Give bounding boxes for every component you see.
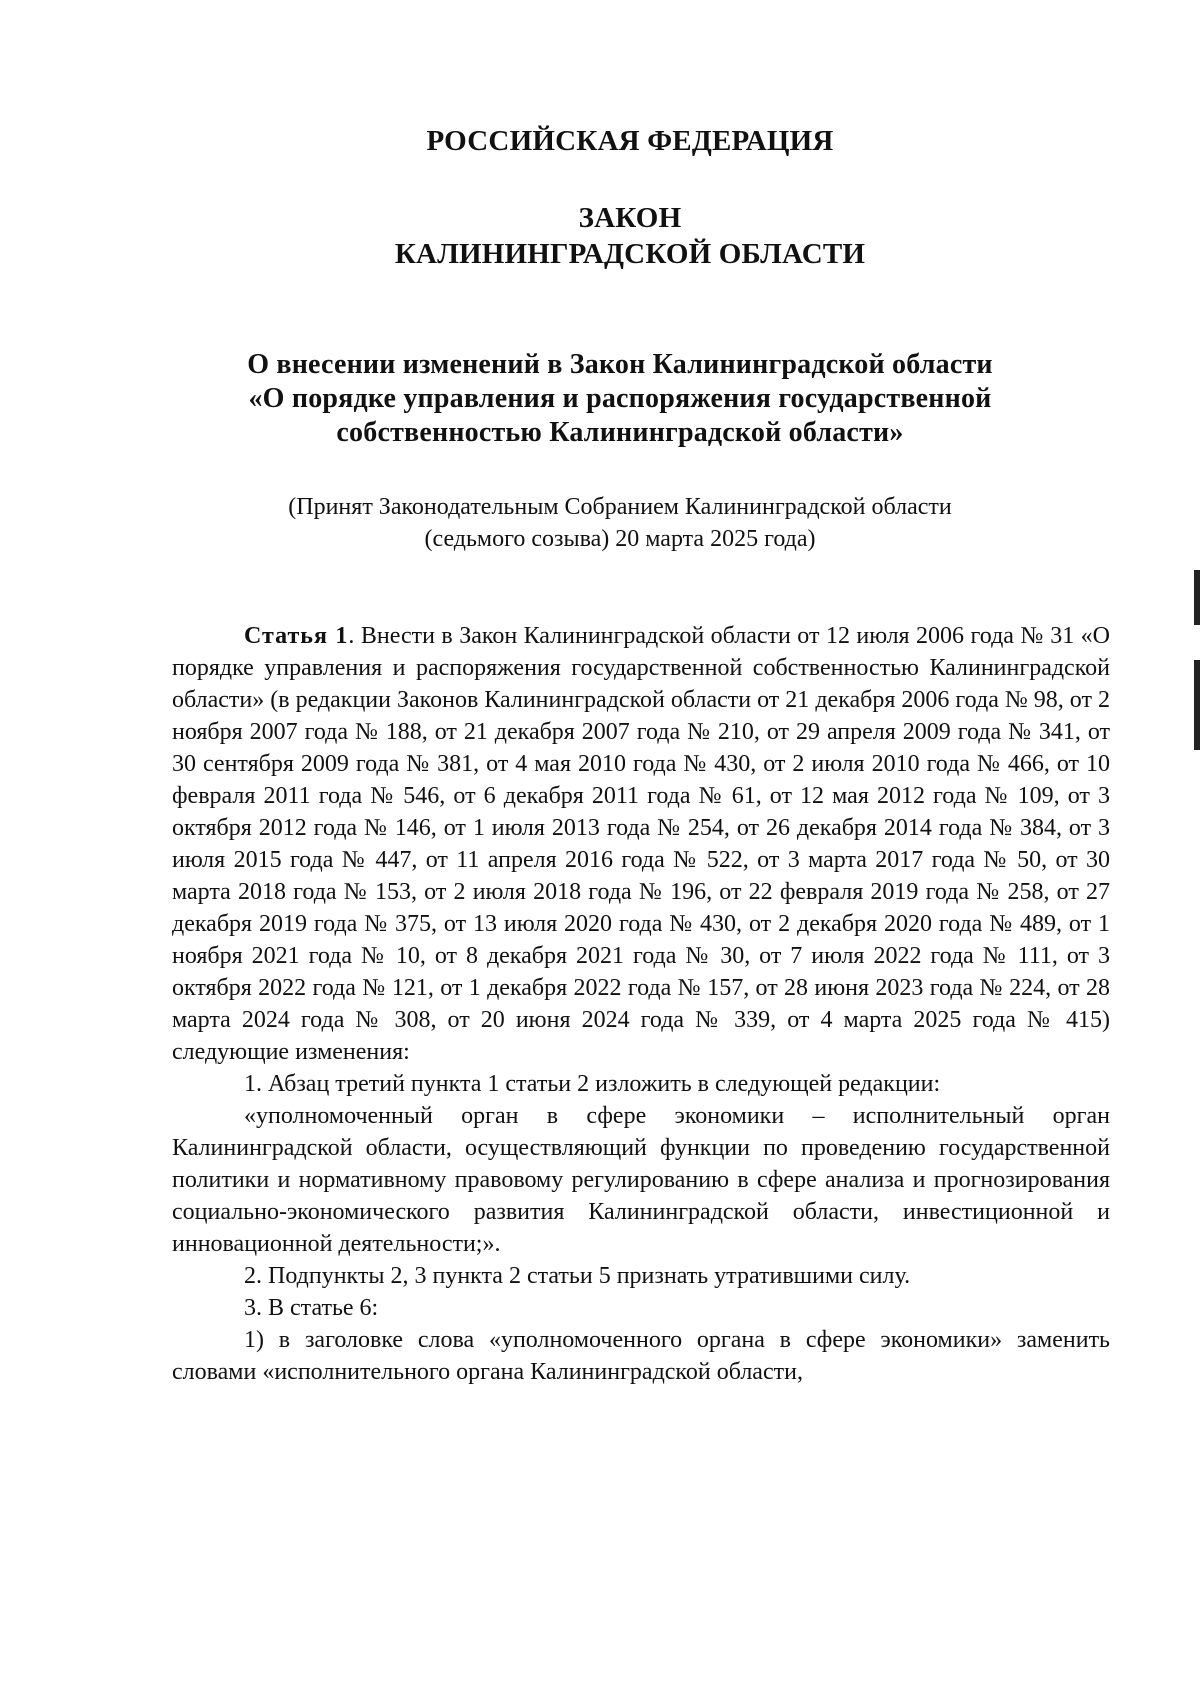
- scan-edge-mark: [1194, 660, 1200, 750]
- law-heading: [30, 200, 1200, 272]
- law-heading-line1: ЗАКОН: [578, 202, 682, 234]
- article-1-label: Статья 1: [244, 623, 349, 649]
- article-1-text: . Внести в Закон Калининградской области от 12 июля 2006 года № 31 «О порядке управления и распоряжения государственной собственностью Калининградской области» (в редакции Законов Калининградской области от 21 декабря 2006 года № 98, от 2 ноября 2007 года № 188, от 21 декабря 2007 года № 210, от 29 апреля 2009 года № 341, от 30 сентября 2009 года № 381, от 4 мая 2010 года № 430, от 2 июля 2010 года № 466, от 10 февраля 2011 года № 546, от 6 декабря 2011 года № 61, от 12 мая 2012 года № 109, от 3 октября 2012 года № 146, от 1 июля 2013 года № 254, от 26 декабря 2014 года № 384, от 3 июля 2015 года № 447, от 11 апреля 2016 года № 522, от 3 марта 2017 года № 50, от 30 марта 2018 года № 153, от 2 июля 2018 года № 196, от 22 февраля 2019 года № 258, от 27 декабря 2019 года № 375, от 13 июля 2020 года № 430, от 2 декабря 2020 года № 489, от 1 ноября 2021 года № 10, от 8 декабря 2021 года № 30, от 7 июля 2022 года № 111, от 3 октября 2022 года № 121, от 1 декабря 2022 года № 157, от 28 июня 2023 года № 224, от 28 марта 2024 года № 308, от 20 июня 2024 года № 339, от 4 марта 2025 года № 415) следующие изменения:: [172, 623, 1110, 1065]
- paragraph-item-3: 3. В статье 6:: [244, 1295, 379, 1321]
- paragraph-item-1: 1. Абзац третий пункта 1 статьи 2 изложить в следующей редакции:: [244, 1071, 941, 1097]
- article-1-paragraph: [172, 620, 1110, 1068]
- adoption-note: [20, 491, 1200, 555]
- law-title-line2: «О порядке управления и распоряжения государственной: [248, 383, 992, 414]
- scan-edge-mark: [1194, 570, 1200, 625]
- law-title-line3: собственностью Калининградской области»: [336, 417, 904, 448]
- law-title: [20, 348, 1200, 450]
- country-heading: РОССИЙСКАЯ ФЕДЕРАЦИЯ: [426, 125, 834, 157]
- adoption-note-line1: (Принят Законодательным Собранием Калининградской области: [288, 494, 952, 520]
- document-body: [172, 620, 1110, 1388]
- paragraph-subitem-1: 1) в заголовке слова «уполномоченного органа в сфере экономики» заменить словами «исполнительного органа Калининградской области,: [172, 1327, 1110, 1385]
- adoption-note-line2: (седьмого созыва) 20 марта 2025 года): [424, 526, 816, 552]
- law-heading-line2: КАЛИНИНГРАДСКОЙ ОБЛАСТИ: [394, 238, 866, 270]
- paragraph-quote: «уполномоченный орган в сфере экономики – исполнительный орган Калининградской области, осуществляющий функции по проведению государственной политики и нормативному правовому регулированию в сфере анализа и прогнозирования социально-экономического развития Калининградской области, инвестиционной и инновационной деятельности;».: [172, 1103, 1110, 1257]
- paragraph-item-2: 2. Подпункты 2, 3 пункта 2 статьи 5 признать утратившими силу.: [244, 1263, 911, 1289]
- law-title-line1: О внесении изменений в Закон Калининградской области: [247, 349, 993, 380]
